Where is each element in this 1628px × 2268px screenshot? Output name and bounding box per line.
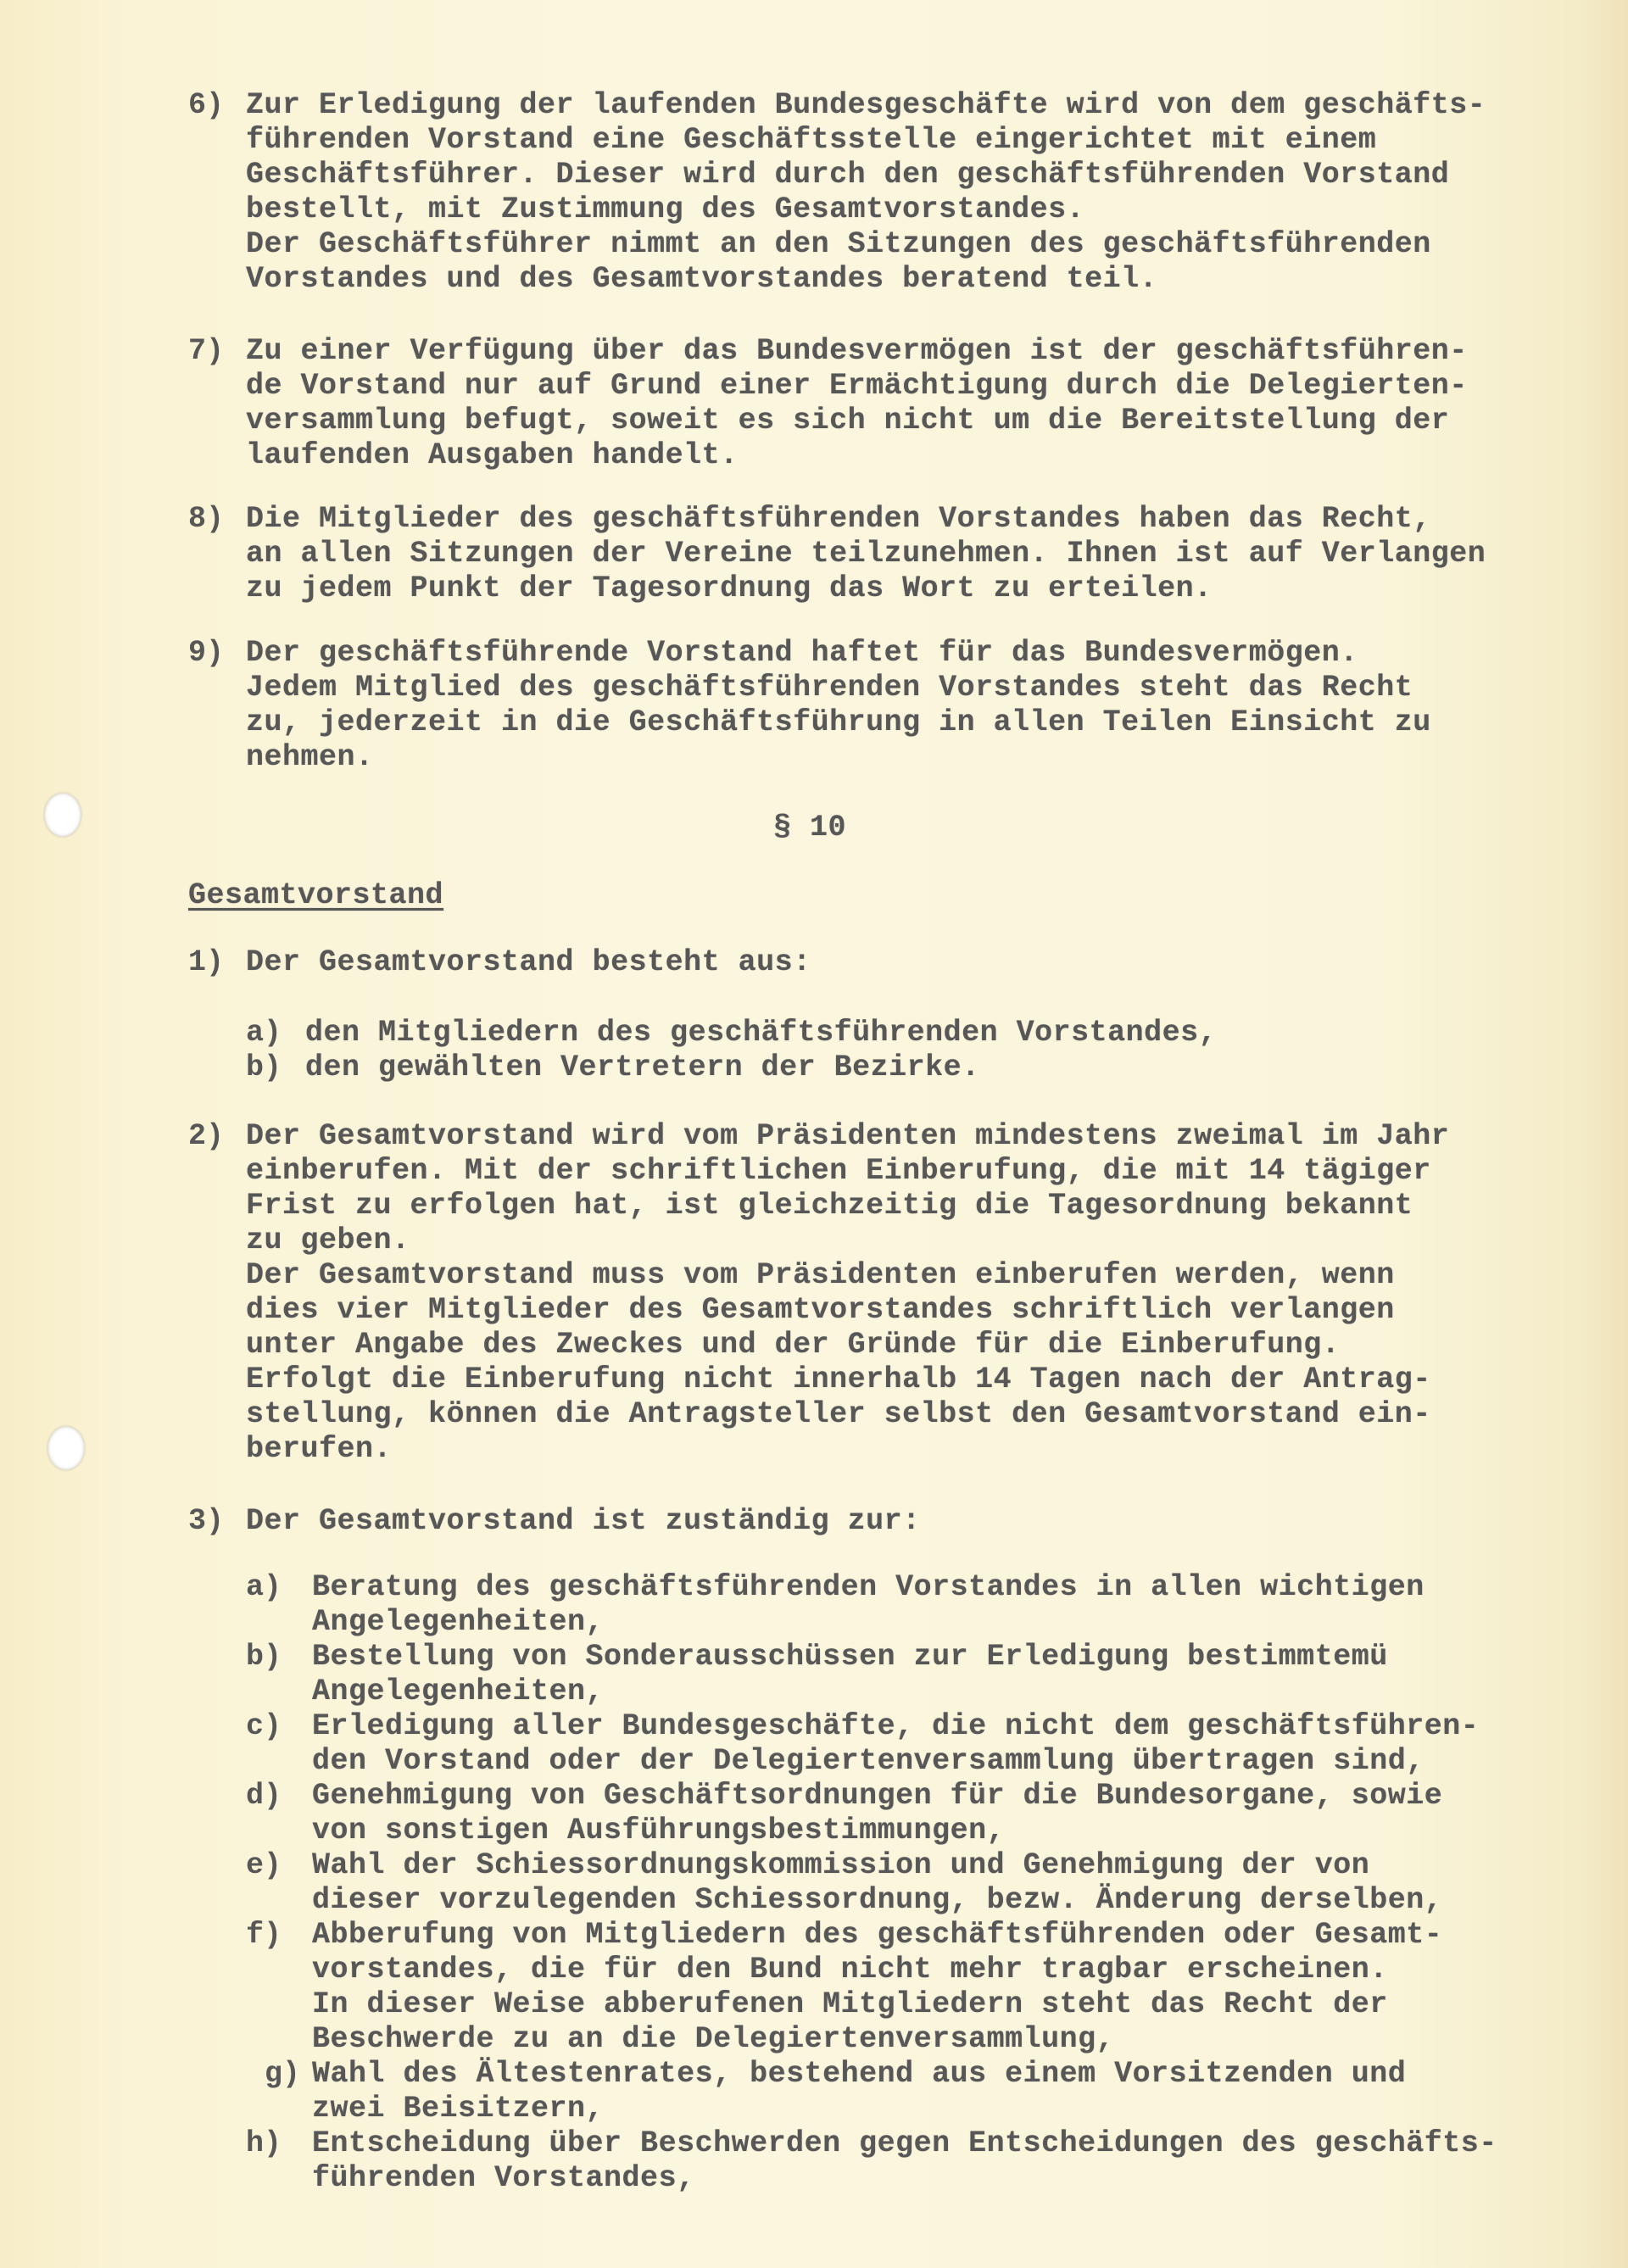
paragraph-line: führenden Vorstand eine Geschäftsstelle eingerichtet mit einem <box>246 123 1377 157</box>
paragraph-line: Wahl des Ältestenrates, bestehend aus einem Vorsitzenden und <box>312 2057 1407 2091</box>
paragraph-line: bestellt, mit Zustimmung des Gesamtvorstandes. <box>246 192 1085 226</box>
sub-item-letter: e) <box>246 1848 282 1882</box>
item-number: 1) <box>188 945 225 979</box>
sub-item-letter: b) <box>246 1050 282 1084</box>
paragraph-line: Jedem Mitglied des geschäftsführenden Vorstandes steht das Recht <box>246 671 1413 705</box>
paragraph-line: den gewählten Vertretern der Bezirke. <box>305 1050 980 1084</box>
item-number: 2) <box>188 1119 225 1153</box>
paragraph-line: berufen. <box>246 1432 393 1466</box>
paragraph-line: stellung, können die Antragsteller selbst den Gesamtvorstand ein- <box>246 1397 1431 1431</box>
paragraph-line: an allen Sitzungen der Vereine teilzunehmen. Ihnen ist auf Verlangen <box>246 537 1486 571</box>
paragraph-line: zu, jederzeit in die Geschäftsführung in allen Teilen Einsicht zu <box>246 705 1431 739</box>
paragraph-line: Erfolgt die Einberufung nicht innerhalb 14 Tagen nach der Antrag- <box>246 1362 1431 1396</box>
paragraph-line: zu geben. <box>246 1223 410 1257</box>
paragraph-line: einberufen. Mit der schriftlichen Einberufung, die mit 14 tägiger <box>246 1154 1431 1188</box>
item-number: 8) <box>188 502 225 536</box>
paragraph-line: Beschwerde zu an die Delegiertenversammlung, <box>312 2022 1115 2056</box>
paragraph-line: versammlung befugt, soweit es sich nicht um die Bereitstellung der <box>246 404 1450 437</box>
paragraph-line: Der geschäftsführende Vorstand haftet für das Bundesvermögen. <box>246 636 1358 670</box>
item-number: 6) <box>188 88 225 122</box>
paragraph-line: Abberufung von Mitgliedern des geschäftsführenden oder Gesamt- <box>312 1918 1443 1952</box>
paragraph-line: nehmen. <box>246 740 374 774</box>
paragraph-line: Der Gesamtvorstand ist zuständig zur: <box>246 1504 921 1538</box>
paragraph-line: den Mitgliedern des geschäftsführenden Vorstandes, <box>305 1016 1218 1050</box>
paragraph-line: Der Gesamtvorstand wird vom Präsidenten mindestens zweimal im Jahr <box>246 1119 1450 1153</box>
paragraph-line: dieser vorzulegenden Schiessordnung, bezw. Änderung derselben, <box>312 1883 1443 1917</box>
paragraph-line: Erledigung aller Bundesgeschäfte, die nicht dem geschäftsführen- <box>312 1709 1480 1743</box>
paragraph-line: Angelegenheiten, <box>312 1675 605 1708</box>
sub-item-letter: d) <box>246 1779 282 1813</box>
paragraph-line: Frist zu erfolgen hat, ist gleichzeitig die Tagesordnung bekannt <box>246 1189 1413 1223</box>
paragraph-line: zu jedem Punkt der Tagesordnung das Wort zu erteilen. <box>246 571 1213 605</box>
paragraph-line: von sonstigen Ausführungsbestimmungen, <box>312 1814 1006 1847</box>
section-title: Gesamtvorstand <box>188 878 444 912</box>
section-number: § 10 <box>773 811 847 844</box>
sub-item-letter: b) <box>246 1640 282 1674</box>
paragraph-line: Angelegenheiten, <box>312 1605 605 1639</box>
paragraph-line: de Vorstand nur auf Grund einer Ermächtigung durch die Delegierten- <box>246 369 1468 403</box>
paragraph-line: Zu einer Verfügung über das Bundesvermögen ist der geschäftsführen- <box>246 334 1468 368</box>
sub-item-letter: f) <box>246 1918 282 1952</box>
sub-item-letter: a) <box>246 1016 282 1050</box>
paragraph-line: Der Geschäftsführer nimmt an den Sitzungen des geschäftsführenden <box>246 227 1431 261</box>
sub-item-letter: a) <box>246 1570 282 1604</box>
paragraph-line: Beratung des geschäftsführenden Vorstandes in allen wichtigen <box>312 1570 1424 1604</box>
item-number: 3) <box>188 1504 225 1538</box>
paragraph-line: Genehmigung von Geschäftsordnungen für die Bundesorgane, sowie <box>312 1779 1443 1813</box>
paragraph-line: Der Gesamtvorstand muss vom Präsidenten einberufen werden, wenn <box>246 1258 1395 1292</box>
paragraph-line: unter Angabe des Zweckes und der Gründe für die Einberufung. <box>246 1328 1341 1362</box>
paragraph-line: Entscheidung über Beschwerden gegen Entscheidungen des geschäfts- <box>312 2126 1497 2160</box>
punch-hole-lower <box>47 1426 85 1470</box>
paragraph-line: zwei Beisitzern, <box>312 2092 605 2126</box>
sub-item-letter: g) <box>265 2057 301 2091</box>
paragraph-line: Die Mitglieder des geschäftsführenden Vorstandes haben das Recht, <box>246 502 1431 536</box>
item-number: 9) <box>188 636 225 670</box>
paragraph-line: führenden Vorstandes, <box>312 2161 695 2195</box>
paragraph-line: den Vorstand oder der Delegiertenversammlung übertragen sind, <box>312 1744 1424 1778</box>
punch-hole-upper <box>44 793 81 837</box>
paragraph-line: Der Gesamtvorstand besteht aus: <box>246 945 811 979</box>
paragraph-line: Bestellung von Sonderausschüssen zur Erledigung bestimmtemü <box>312 1640 1388 1674</box>
paragraph-line: Wahl der Schiessordnungskommission und Genehmigung der von <box>312 1848 1370 1882</box>
paragraph-line: Geschäftsführer. Dieser wird durch den geschäftsführenden Vorstand <box>246 158 1450 192</box>
paragraph-line: vorstandes, die für den Bund nicht mehr tragbar erscheinen. <box>312 1953 1388 1987</box>
paragraph-line: laufenden Ausgaben handelt. <box>246 438 739 472</box>
paragraph-line: Vorstandes und des Gesamtvorstandes beratend teil. <box>246 262 1158 296</box>
sub-item-letter: h) <box>246 2126 282 2160</box>
paragraph-line: Zur Erledigung der laufenden Bundesgeschäfte wird von dem geschäfts- <box>246 88 1486 122</box>
paragraph-line: dies vier Mitglieder des Gesamtvorstandes schriftlich verlangen <box>246 1293 1395 1327</box>
item-number: 7) <box>188 334 225 368</box>
paragraph-line: In dieser Weise abberufenen Mitgliedern steht das Recht der <box>312 1987 1388 2021</box>
sub-item-letter: c) <box>246 1709 282 1743</box>
